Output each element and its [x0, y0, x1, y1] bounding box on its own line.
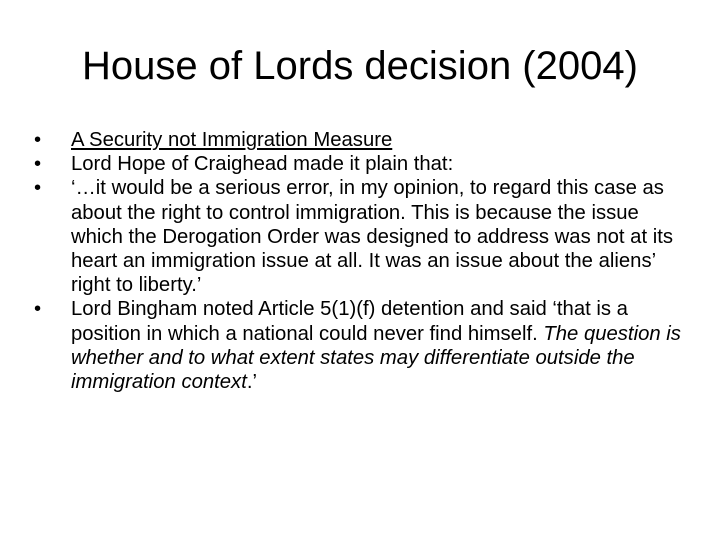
bullet-text-lord-bingham-plain: Lord Bingham noted Article 5(1)(f) detention and said ‘that is a position in which a national could never find himself. [71, 298, 628, 345]
bullet-text-security-measure: A Security not Immigration Measure [71, 129, 393, 151]
bullet-marker: • [34, 129, 42, 151]
bullet-text-lord-hope: Lord Hope of Craighead made it plain that: [71, 153, 454, 176]
bullet-marker: • [34, 153, 42, 176]
bullet-item-quotation [34, 176, 684, 297]
bullet-marker: • [34, 298, 42, 321]
bullet-item-security-measure [34, 128, 684, 152]
bullet-text-quotation: ‘…it would be a serious error, in my opinion, to regard this case as about the right to control immigration. This is because the issue which the Derogation Order was designed to address was not at its heart an immigration issue at all. It was an issue about the aliens’ right to liberty.’ [71, 177, 674, 297]
bullet-text-lord-bingham [71, 298, 681, 393]
bullet-text-lord-bingham-end: .’ [246, 371, 257, 394]
bullet-text-lord-bingham-italic: The question is whether and to what extent states may differentiate outside the immigration context [71, 322, 681, 394]
bullet-item-lord-hope [34, 152, 684, 176]
bullet-item-lord-bingham [34, 297, 684, 394]
bullet-list [34, 128, 684, 394]
slide-title: House of Lords decision (2004) [82, 44, 638, 88]
bullet-marker: • [34, 177, 42, 200]
